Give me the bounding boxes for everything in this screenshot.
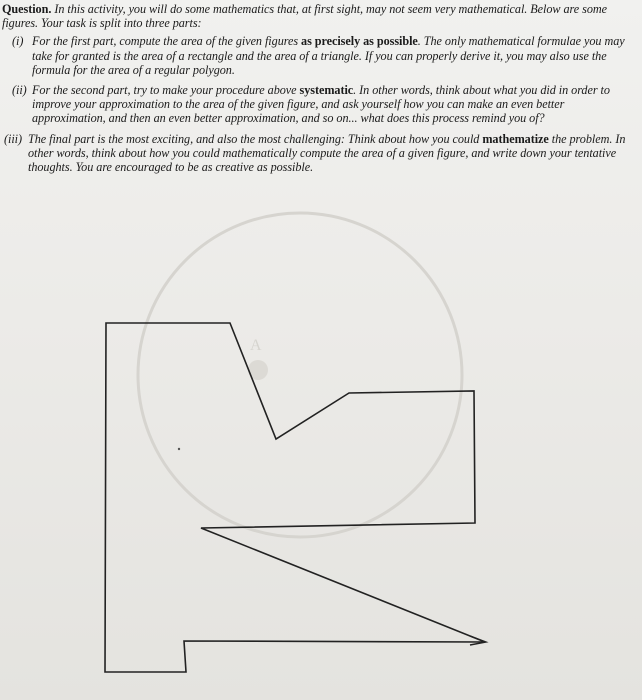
watermark-circle (138, 213, 462, 537)
part-number: (iii) (4, 131, 23, 146)
part-text-before: For the second part, try to make your procedure above (32, 83, 300, 98)
question-label: Question. (2, 2, 52, 16)
part-number: (ii) (12, 83, 27, 98)
watermark-letter: A (250, 337, 262, 354)
question-intro-text: In this activity, you will do some mathematics that, at first sight, may not seem very mathematical. Below are some figures. Your task is split into three parts: (2, 2, 607, 31)
part-emphasis: mathematize (482, 131, 549, 146)
stray-dot (178, 448, 180, 450)
part-text-after: . The only mathematical formulae you may take for granted is the area of a rectangle and the area of a triangle. If you can properly derive it, you may also use the formula for the area of a regular polygon. (32, 34, 625, 77)
shape-tip-mark (470, 636, 486, 645)
part-emphasis: as precisely as possible (301, 34, 418, 49)
part-number: (i) (12, 34, 24, 49)
part-text-before: For the first part, compute the area of the given figures (32, 34, 302, 49)
part-text-before: The final part is the most exciting, and also the most challenging: Think about how you could (28, 131, 483, 146)
irregular-shape-outline (105, 323, 485, 672)
part-text-after: the problem. In other words, think about how you could mathematically compute the area of a given figure, and write down your tentative thoughts. You are encouraged to be as creative as possible. (28, 131, 626, 175)
part-text-after: . In other words, think about what you did in order to improve your approximation to the area of the given figure, and ask yourself how you can make an even better approximation, and then an even better approximation, and so on... what does this process remind you of? (32, 83, 610, 126)
part-emphasis: systematic (299, 83, 354, 98)
